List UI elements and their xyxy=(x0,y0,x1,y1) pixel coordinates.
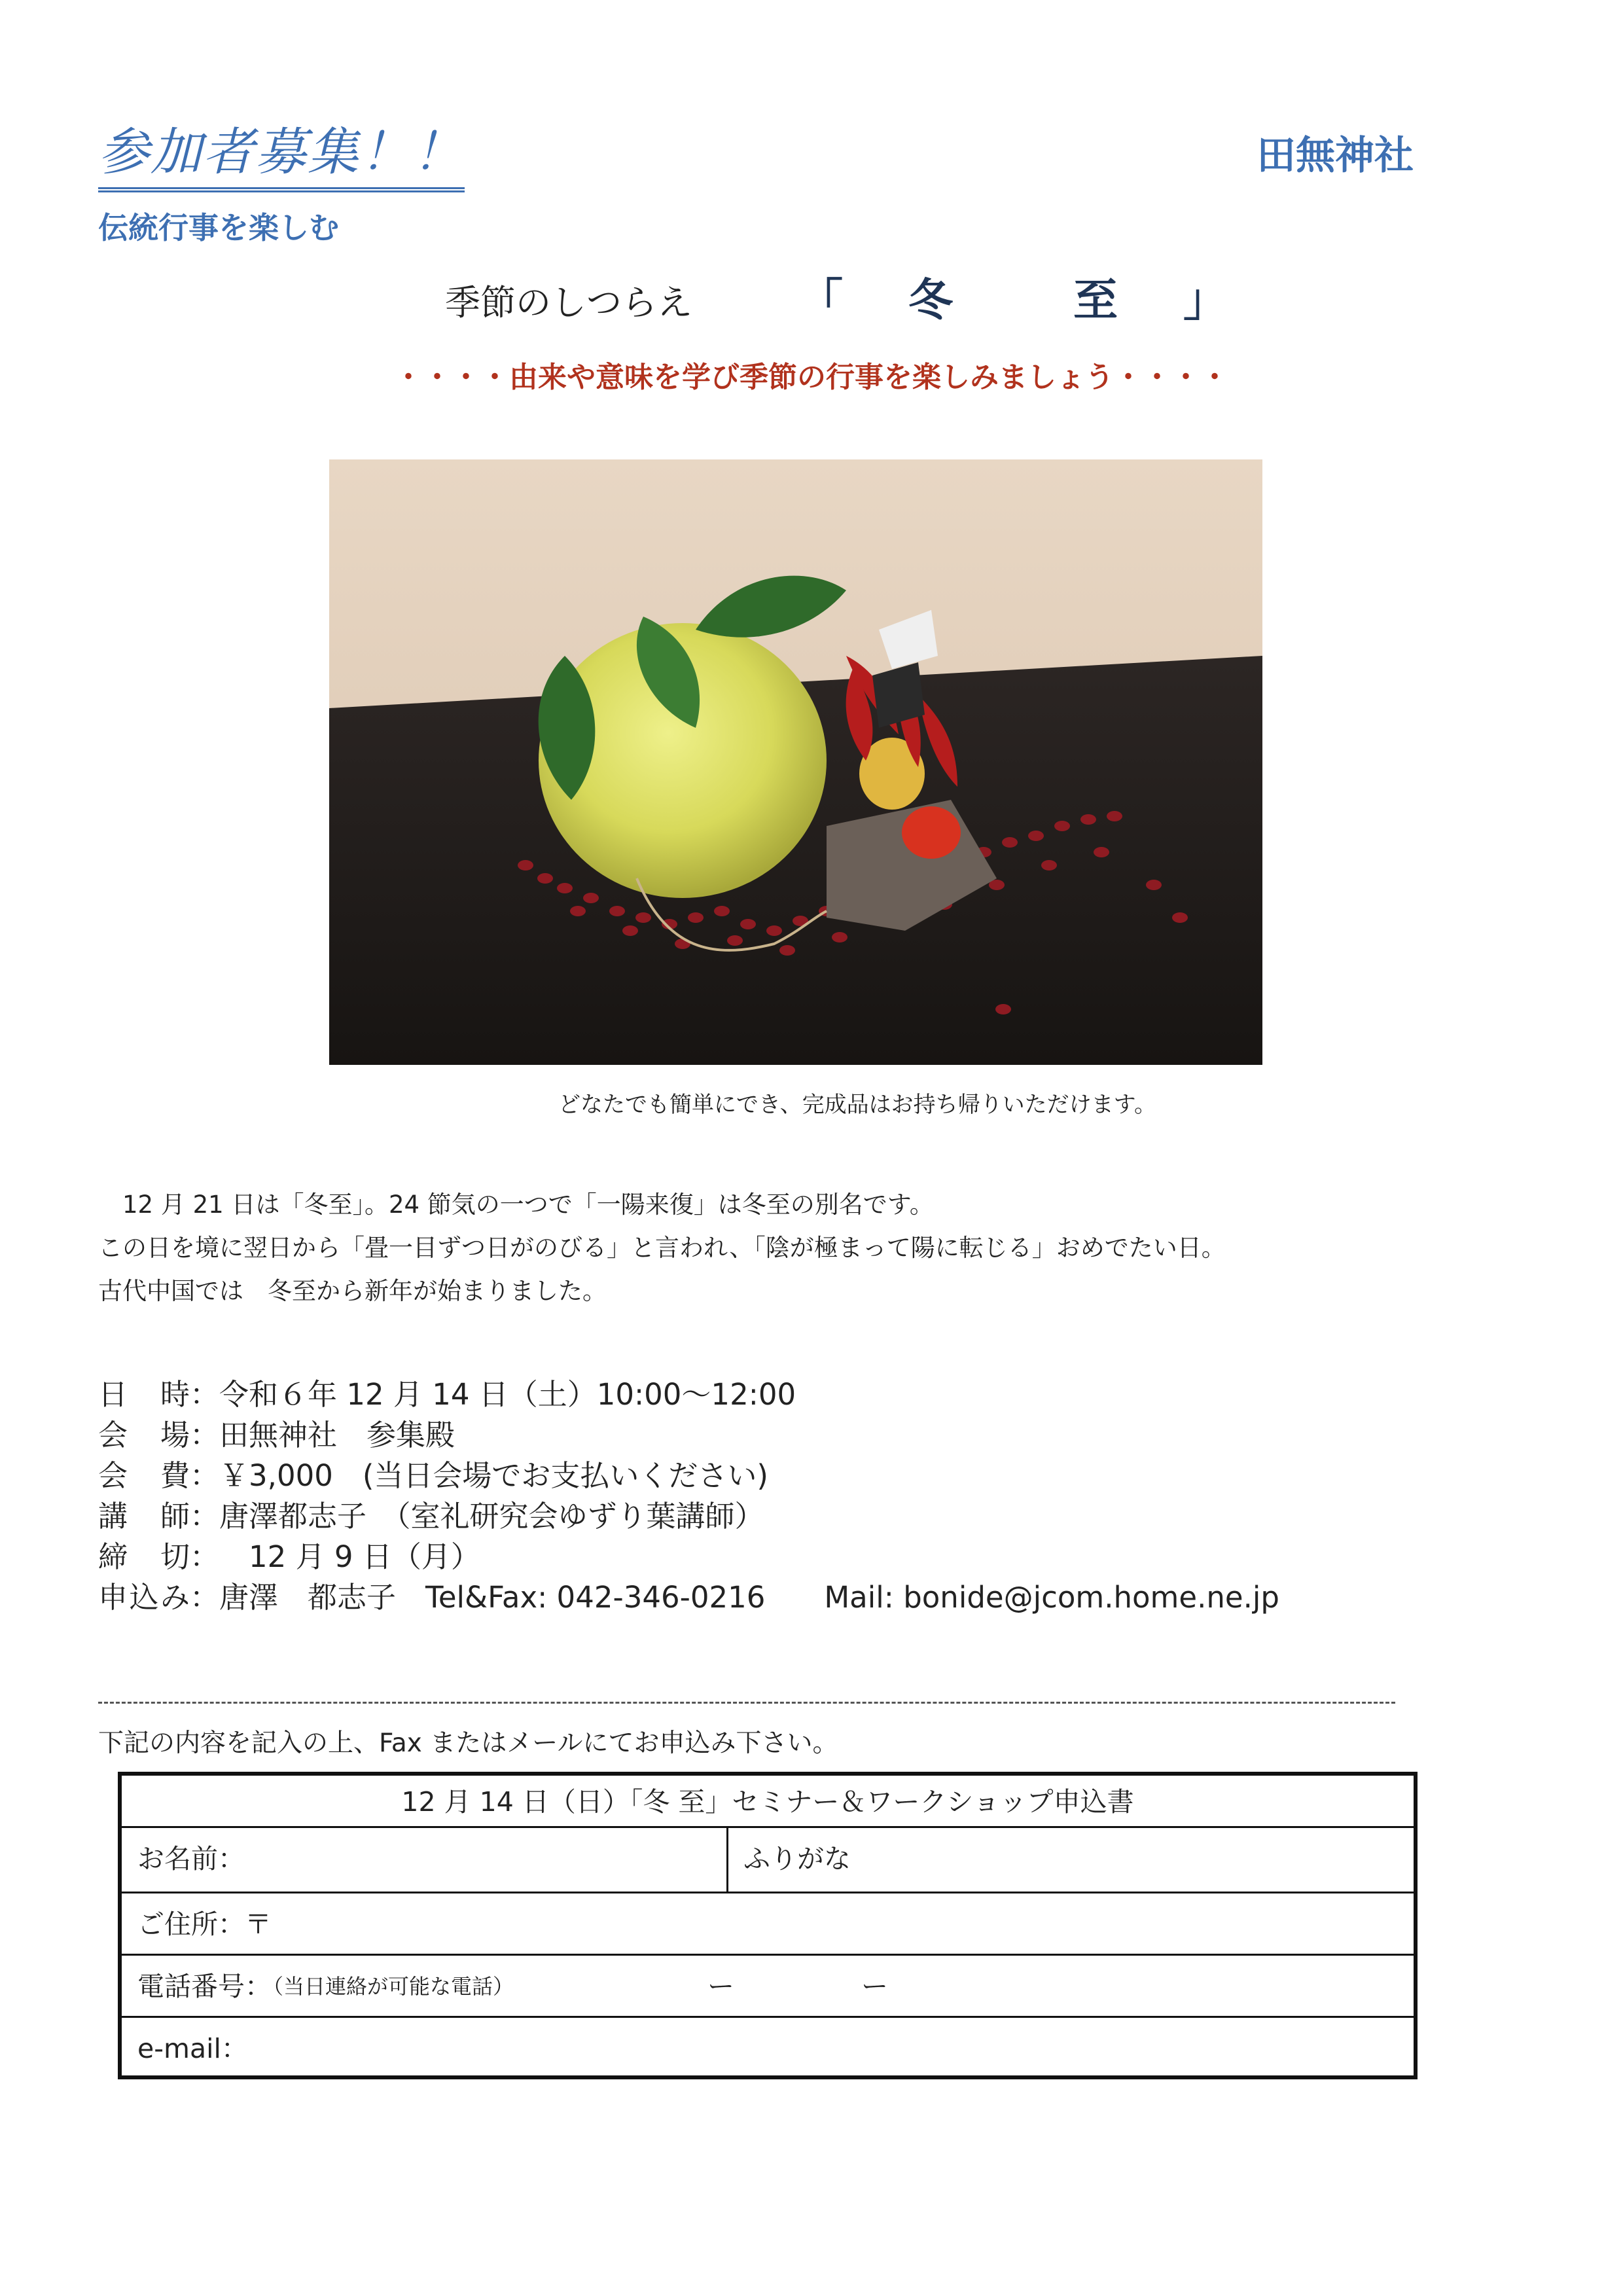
photo-caption: どなたでも簡単にでき、完成品はお持ち帰りいただけます。 xyxy=(558,1092,1156,1118)
detail-row-instructor: 講 師 ： 唐澤都志子 （室礼研究会ゆずり葉講師） xyxy=(98,1496,1279,1537)
form-row-name xyxy=(122,1828,1414,1893)
detail-value: 唐澤 都志子 Tel&Fax: 042-346-0216 Mail: bonide@jcom.home.ne.jp xyxy=(219,1580,1279,1615)
form-divider xyxy=(726,1828,728,1892)
detail-label: 講 師 xyxy=(98,1499,190,1534)
detail-label: 会 費 xyxy=(98,1458,190,1493)
detail-value: 唐澤都志子 （室礼研究会ゆずり葉講師） xyxy=(219,1499,764,1534)
phone-dash: ー xyxy=(707,1971,734,2002)
form-instruction: 下記の内容を記入の上、Fax またはメールにてお申込み下さい。 xyxy=(98,1729,838,1758)
detail-value: ￥3,000 (当日会場でお支払いください) xyxy=(219,1458,768,1493)
phone-field-note: （当日連絡が可能な電話） xyxy=(262,1974,514,1999)
form-row-address xyxy=(122,1893,1414,1956)
yuzu-arrangement-image xyxy=(329,459,1262,1065)
tagline: ・・・・由来や意味を学び季節の行事を楽しみましょう・・・・ xyxy=(394,361,1229,394)
email-field-label: e-mail： xyxy=(137,2033,248,2064)
detail-row-datetime: 日 時 ： 令和６年 12 月 14 日（土）10:00～12:00 xyxy=(98,1374,1279,1415)
detail-row-fee: 会 費 ： ￥3,000 (当日会場でお支払いください) xyxy=(98,1456,1279,1496)
detail-row-deadline: 締 切 ： 12 月 9 日（月） xyxy=(98,1537,1279,1577)
furigana-field-label: ふりがな xyxy=(743,1843,851,1874)
organizer-name: 田無神社 xyxy=(1257,133,1414,179)
event-photo xyxy=(329,459,1262,1065)
detail-label: 締 切 xyxy=(98,1539,190,1574)
detail-value: 12 月 9 日（月） xyxy=(219,1539,480,1574)
intro-line: 古代中国では 冬至から新年が始まりました。 xyxy=(98,1277,607,1305)
season-label: 季節のしつらえ xyxy=(445,282,692,323)
headline: 参加者募集！！ xyxy=(98,111,465,192)
intro-line: 12 月 21 日は「冬至」。24 節気の一つで「一陽来復」は冬至の別名です。 xyxy=(98,1191,934,1219)
phone-dash: ー xyxy=(861,1971,888,2002)
address-field-label: ご住所：〒 xyxy=(137,1909,272,1940)
form-title: 12 月 14 日（日）「冬 至」セミナー＆ワークショップ申込書 xyxy=(122,1776,1414,1828)
form-row-email xyxy=(122,2018,1414,2075)
detail-label: 日 時 xyxy=(98,1377,190,1412)
kicker: 伝統行事を楽しむ xyxy=(98,210,339,245)
intro-line: この日を境に翌日から「畳一目ずつ日がのびる」と言われ、「陰が極まって陽に転じる」おめでたい日。 xyxy=(98,1234,1226,1262)
form-row-phone xyxy=(122,1956,1414,2018)
detail-value: 令和６年 12 月 14 日（土）10:00～12:00 xyxy=(219,1377,796,1412)
detail-row-venue: 会 場 ： 田無神社 参集殿 xyxy=(98,1415,1279,1456)
event-title: 「 冬 至 」 xyxy=(798,275,1239,327)
phone-field-label: 電話番号： xyxy=(137,1971,272,2002)
intro-text xyxy=(98,1183,1226,1313)
event-details xyxy=(98,1374,1279,1618)
detail-row-contact: 申込み ： 唐澤 都志子 Tel&Fax: 042-346-0216 Mail: bonide@jcom.home.ne.jp xyxy=(98,1577,1279,1618)
detail-label: 申込み xyxy=(98,1580,190,1615)
cut-line xyxy=(98,1702,1395,1704)
name-field-label: お名前： xyxy=(137,1843,245,1874)
detail-value: 田無神社 参集殿 xyxy=(219,1418,455,1452)
application-form xyxy=(118,1772,1418,2079)
detail-label: 会 場 xyxy=(98,1418,190,1452)
